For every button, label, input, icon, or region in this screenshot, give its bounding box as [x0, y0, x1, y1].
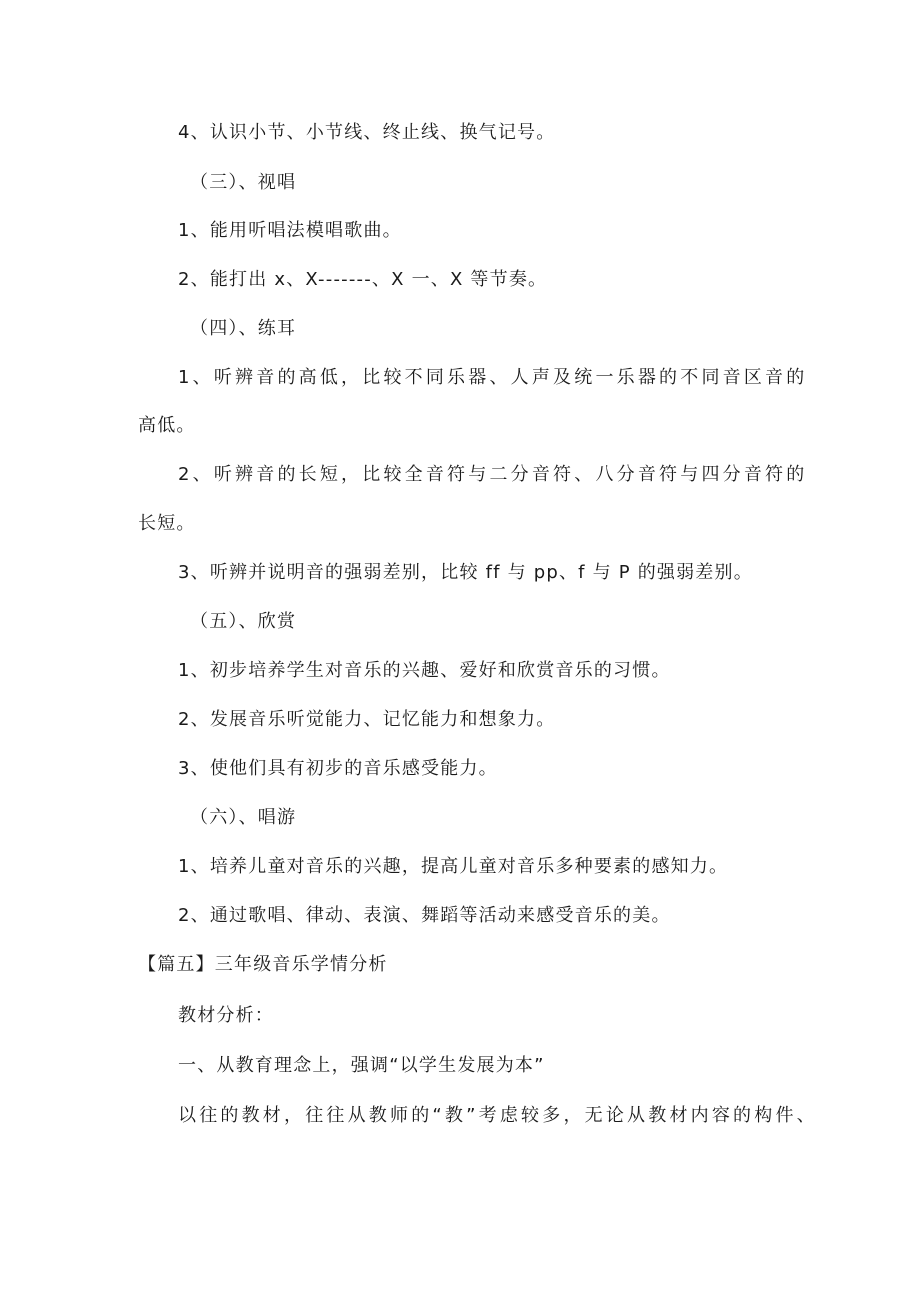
text-line-appreciation-3: 3、使他们具有初步的音乐感受能力。	[178, 758, 498, 779]
section-heading-ear-training: （四）、练耳	[190, 318, 297, 339]
text-line-appreciation-2: 2、发展音乐听觉能力、记忆能力和想象力。	[178, 709, 556, 730]
text-line-ear-training-2-cont: 长短。	[138, 513, 196, 534]
text-line-previous-textbooks: 以往的教材，往往从教师的“教”考虑较多，无论从教材内容的构件、	[178, 1105, 818, 1126]
chapter-heading-part-five: 【篇五】三年级音乐学情分析	[138, 954, 388, 975]
text-line-sight-singing-2: 2、能打出 x、X-------、X 一、X 等节奏。	[178, 269, 548, 290]
text-line-sight-singing-1: 1、能用听唱法模唱歌曲。	[178, 220, 402, 241]
section-heading-singing-games: （六）、唱游	[190, 807, 297, 828]
text-line-ear-training-1: 1、听辨音的高低，比较不同乐器、人声及统一乐器的不同音区音的	[178, 367, 808, 388]
section-heading-appreciation: （五）、欣赏	[190, 611, 297, 632]
text-line-ear-training-1-cont: 高低。	[138, 415, 196, 436]
text-line-knowledge-4: 4、认识小节、小节线、终止线、换气记号。	[178, 122, 556, 143]
text-line-appreciation-1: 1、初步培养学生对音乐的兴趣、爱好和欣赏音乐的习惯。	[178, 660, 671, 681]
text-line-ear-training-2: 2、听辨音的长短，比较全音符与二分音符、八分音符与四分音符的	[178, 464, 808, 485]
section-heading-sight-singing: （三）、视唱	[190, 172, 297, 193]
text-line-ear-training-3: 3、听辨并说明音的强弱差别，比较 ff 与 pp、f 与 P 的强弱差别。	[178, 562, 753, 583]
text-line-singing-games-2: 2、通过歌唱、律动、表演、舞蹈等活动来感受音乐的美。	[178, 905, 671, 926]
text-line-education-concept: 一、从教育理念上，强调“以学生发展为本”	[178, 1055, 545, 1076]
text-line-singing-games-1: 1、培养儿童对音乐的兴趣，提高儿童对音乐多种要素的感知力。	[178, 856, 729, 877]
text-line-textbook-analysis: 教材分析：	[178, 1005, 274, 1026]
